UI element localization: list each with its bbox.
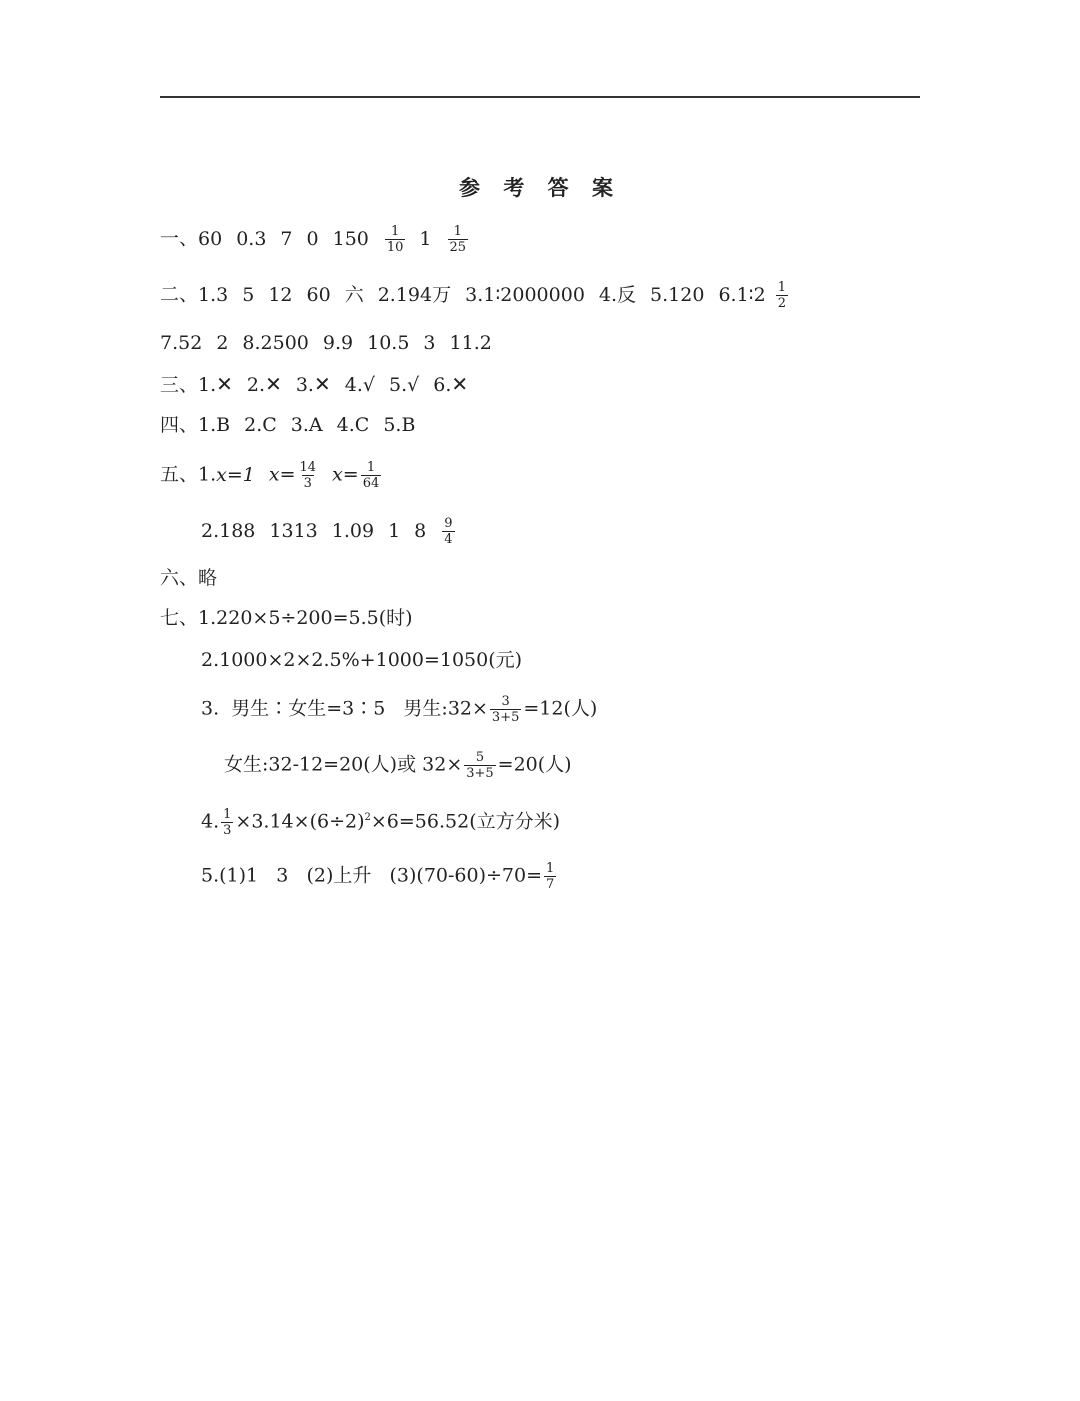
answer: 3.1∶2000000 bbox=[465, 283, 585, 306]
answer: 8.2500 bbox=[242, 332, 309, 354]
fraction: $\frac{1}{25}$ bbox=[449, 224, 467, 255]
section-1 bbox=[160, 224, 470, 255]
judgement-item: 3.✕ bbox=[295, 372, 331, 396]
answer: 5 bbox=[242, 283, 255, 306]
answer: 4.反 bbox=[598, 283, 637, 306]
answer-q5: 5.(1)1 3 (2)上升 (3)(70-60)÷70= $\frac{1}{7}$ bbox=[201, 861, 555, 892]
judgement-mark-icon: √ bbox=[407, 374, 420, 396]
answer: 1.B bbox=[198, 414, 231, 436]
answer: 0 bbox=[306, 227, 319, 250]
answer: 1313 bbox=[269, 519, 318, 542]
answer-q3-line2: 女生:32-12=20(人)或 32× $\frac{5}{3+5}$ =20(人) bbox=[224, 750, 572, 781]
fraction: $\frac{14}{3}$ bbox=[299, 460, 317, 491]
answer: 1.3 bbox=[198, 283, 229, 306]
answer: 2.194万 bbox=[377, 283, 452, 306]
section-5 bbox=[160, 460, 383, 491]
answer-q4: 4. $\frac{1}{3}$ $\times 3.14\times(6\div 2)^2\times 6=56.52$(立方分米) bbox=[201, 806, 561, 838]
answer: 4.C bbox=[336, 414, 370, 436]
fraction: $\frac{1}{7}$ bbox=[546, 861, 555, 892]
section-3 bbox=[160, 371, 482, 398]
answer: 7 bbox=[280, 227, 293, 250]
answer-q2: 2.1000×2×2.5%+1000=1050(元) bbox=[201, 649, 523, 671]
answer: 略 bbox=[198, 567, 218, 589]
section-3-head: 三、 bbox=[160, 374, 199, 396]
answer: 60 bbox=[306, 283, 331, 306]
answer: 2.C bbox=[244, 414, 277, 436]
answer: 150 bbox=[332, 227, 369, 250]
answer: 3.A bbox=[290, 414, 323, 436]
judgement-item: 5.√ bbox=[388, 374, 420, 396]
fraction: $\frac{9}{4}$ bbox=[444, 516, 453, 547]
judgement-item: 2.✕ bbox=[246, 372, 282, 396]
fraction: $\frac{1}{10}$ bbox=[386, 224, 404, 255]
equation-solution: x= bbox=[268, 463, 296, 486]
fraction: $\frac{1}{3}$ bbox=[223, 806, 232, 838]
answer: 六 bbox=[344, 283, 364, 306]
answer: 12 bbox=[268, 283, 293, 306]
answer: 7.52 bbox=[160, 332, 203, 354]
section-4 bbox=[160, 412, 429, 438]
judgement-mark-icon: √ bbox=[362, 374, 375, 396]
answer: 60 bbox=[198, 227, 223, 250]
fraction: $\frac{1}{64}$ bbox=[362, 460, 380, 491]
equation-solution: x=1 bbox=[216, 463, 255, 486]
fraction: $\frac{1}{2}$ bbox=[777, 280, 786, 311]
answer: 6.1∶2 bbox=[718, 283, 766, 306]
judgement-mark-icon: ✕ bbox=[313, 372, 331, 396]
equation-solution: x= bbox=[332, 463, 359, 486]
judgement-mark-icon: ✕ bbox=[451, 372, 469, 396]
answer: 5.120 bbox=[650, 283, 705, 306]
section-5-head: 五、 bbox=[160, 463, 199, 486]
section-7-head: 七、 bbox=[160, 607, 199, 629]
answer: 11.2 bbox=[449, 332, 492, 354]
section-2-cont bbox=[160, 330, 506, 356]
answer: 3 bbox=[423, 332, 436, 354]
answer: 2 bbox=[216, 332, 229, 354]
section-4-head: 四、 bbox=[160, 414, 199, 436]
section-1-head: 一、 bbox=[160, 227, 199, 250]
answer: 8 bbox=[414, 519, 427, 542]
answer: 2.188 bbox=[201, 519, 256, 542]
section-2-head: 二、 bbox=[160, 283, 199, 306]
answer: 10.5 bbox=[367, 332, 410, 354]
judgement-item: 4.√ bbox=[344, 374, 375, 396]
answer: 5.B bbox=[383, 414, 416, 436]
judgement-item: 1.✕ bbox=[198, 372, 233, 396]
section-7 bbox=[160, 605, 413, 631]
section-6-head: 六、 bbox=[160, 567, 199, 589]
answer: 9.9 bbox=[322, 332, 354, 354]
answer: 1 bbox=[419, 227, 432, 250]
fraction: $\frac{5}{3+5}$ bbox=[466, 750, 494, 781]
answer: 0.3 bbox=[236, 227, 267, 250]
answer-q3-line1: 3. 男生∶女生=3∶5 男生:32× $\frac{3}{3+5}$ =12(人) bbox=[201, 694, 598, 725]
fraction: $\frac{3}{3+5}$ bbox=[491, 694, 520, 725]
answer-q1: 1.220×5÷200=5.5(时) bbox=[198, 607, 413, 629]
header-rule bbox=[160, 96, 920, 98]
page-title: 参 考 答 案 bbox=[459, 175, 621, 200]
section-6 bbox=[160, 565, 217, 591]
answer: 1 bbox=[388, 519, 401, 542]
judgement-mark-icon: ✕ bbox=[265, 372, 282, 396]
judgement-mark-icon: ✕ bbox=[216, 372, 233, 396]
section-2 bbox=[160, 280, 790, 311]
section-5-part-2 bbox=[201, 516, 457, 547]
answer: 1.09 bbox=[331, 519, 375, 542]
judgement-item: 6.✕ bbox=[433, 372, 469, 396]
item-number: 1. bbox=[198, 463, 217, 486]
